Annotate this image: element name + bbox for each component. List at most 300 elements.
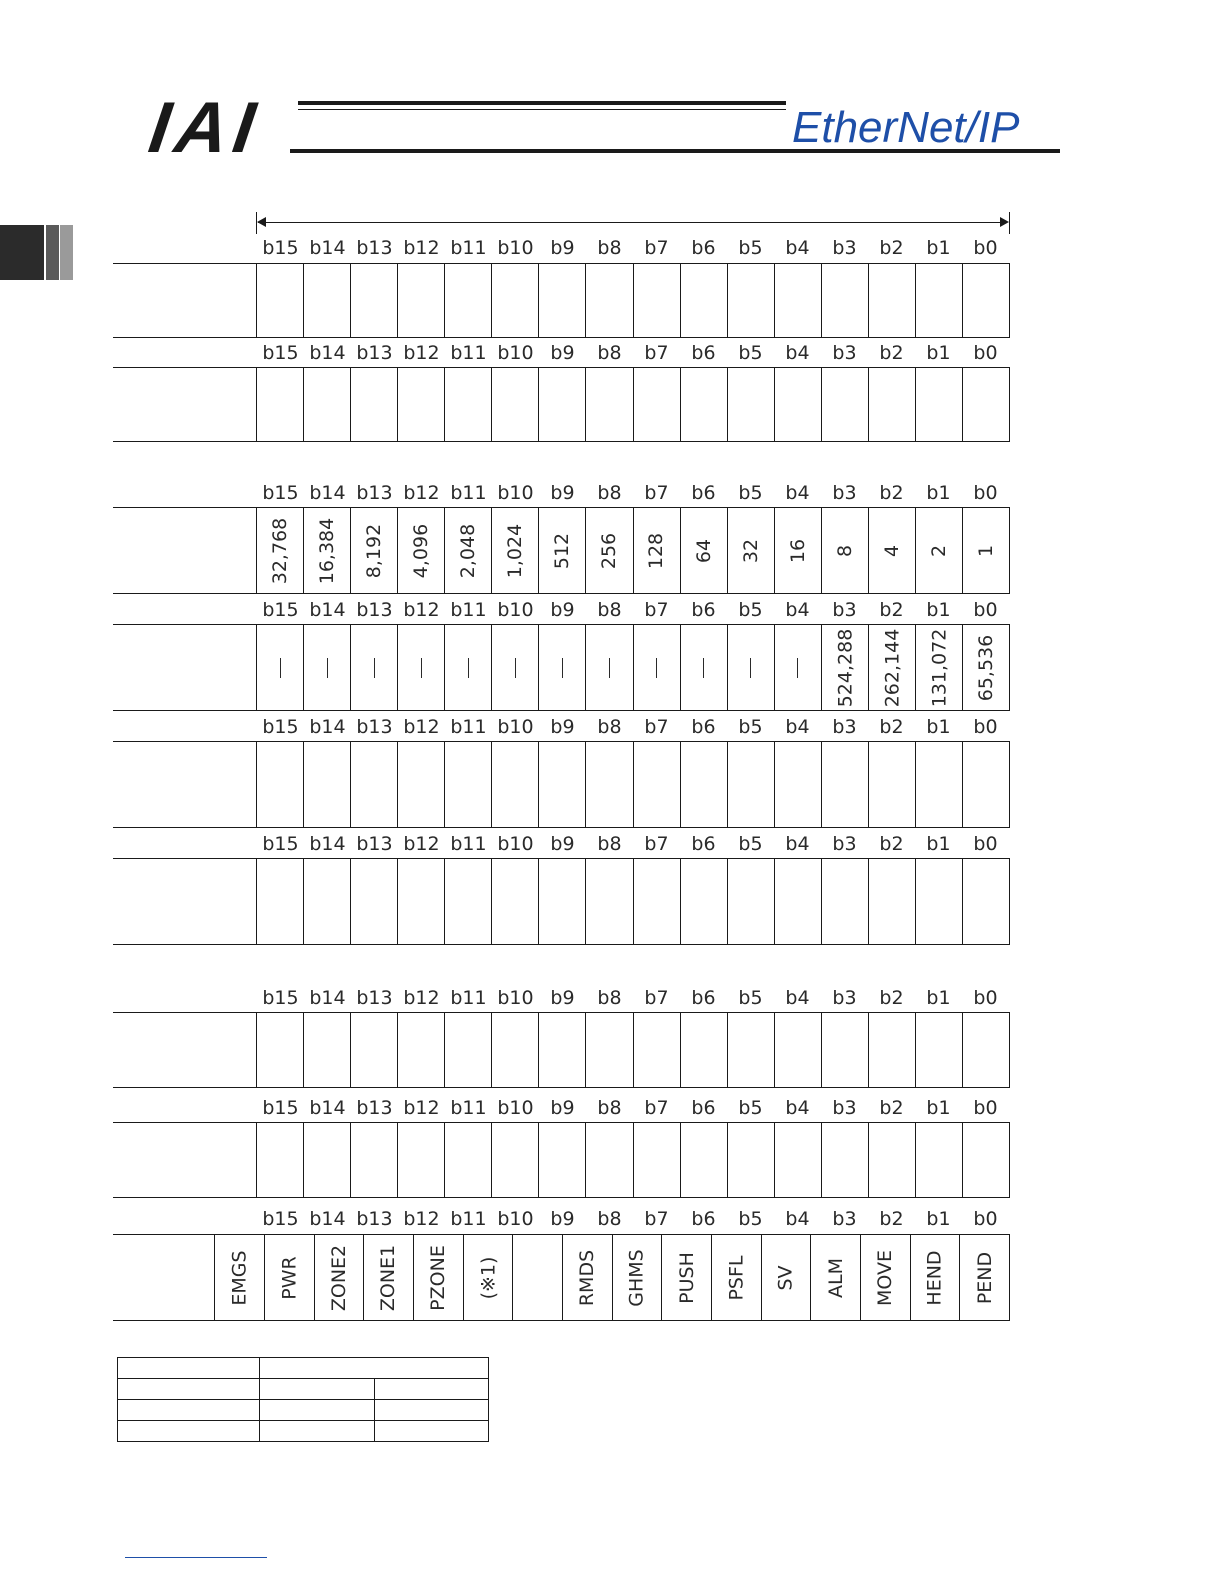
bit-label-b5: b5 bbox=[738, 482, 763, 504]
bit-label-b0: b0 bbox=[973, 237, 998, 259]
register-row bbox=[113, 263, 1010, 338]
bit-cell-b14 bbox=[303, 859, 350, 944]
bit-cell-b11 bbox=[444, 1013, 491, 1087]
unused-bit-dash bbox=[515, 658, 516, 678]
bit-cell-b7 bbox=[633, 368, 680, 441]
bit-cell-b1 bbox=[915, 859, 962, 944]
arrow-tick bbox=[1009, 212, 1010, 234]
bit-header bbox=[257, 715, 1009, 739]
bit-label-b2: b2 bbox=[879, 987, 904, 1009]
bit-label-b8: b8 bbox=[597, 833, 622, 855]
bit-label-b0: b0 bbox=[973, 716, 998, 738]
bit-cell-b4 bbox=[774, 1123, 821, 1197]
bit-cell-b0 bbox=[962, 742, 1009, 827]
bit-cell-b8 bbox=[585, 742, 632, 827]
bit-label-b2: b2 bbox=[879, 1208, 904, 1230]
bit-cell-b6 bbox=[680, 264, 727, 337]
bit-value: ALM bbox=[824, 1257, 847, 1298]
bit-cell-b11 bbox=[444, 1123, 491, 1197]
bit-cell-b12 bbox=[397, 508, 444, 593]
bit-label-b9: b9 bbox=[550, 237, 575, 259]
register-row bbox=[113, 741, 1010, 828]
bit-label-b12: b12 bbox=[403, 599, 440, 621]
bit-cell-b2 bbox=[868, 1123, 915, 1197]
register-label-cell bbox=[113, 1122, 256, 1198]
bit-cell-b5 bbox=[727, 1123, 774, 1197]
bit-value: PEND bbox=[973, 1251, 996, 1304]
bit-cell-b9 bbox=[538, 508, 585, 593]
bit-cell-b7 bbox=[633, 508, 680, 593]
bit-cell-b12 bbox=[397, 1013, 444, 1087]
bit-cell-b0 bbox=[959, 1235, 1009, 1320]
bit-cell-b7 bbox=[633, 1123, 680, 1197]
bit-label-b9: b9 bbox=[550, 1097, 575, 1119]
bit-cell-b15 bbox=[257, 508, 303, 593]
bit-cell-b14 bbox=[303, 368, 350, 441]
bit-label-b7: b7 bbox=[644, 1208, 669, 1230]
bit-cell-b11 bbox=[444, 859, 491, 944]
bit-cell-b14 bbox=[303, 742, 350, 827]
bit-label-b12: b12 bbox=[403, 716, 440, 738]
ethernet-ip-logo: EtherNet/IP bbox=[792, 103, 1020, 152]
bit-label-b1: b1 bbox=[926, 237, 951, 259]
bit-cell-b15 bbox=[257, 1013, 303, 1087]
bit-label-b0: b0 bbox=[973, 599, 998, 621]
chapter-tab-stripe bbox=[46, 225, 59, 280]
bit-cell-b8 bbox=[585, 859, 632, 944]
legend-cell bbox=[260, 1421, 375, 1442]
bit-label-b8: b8 bbox=[597, 342, 622, 364]
bit-label-b1: b1 bbox=[926, 1097, 951, 1119]
bit-label-b4: b4 bbox=[785, 987, 810, 1009]
bit-cell-b13 bbox=[350, 264, 397, 337]
bit-cell-b12 bbox=[397, 742, 444, 827]
bit-cell-b10 bbox=[491, 508, 538, 593]
bit-label-b3: b3 bbox=[832, 342, 857, 364]
bit-label-b3: b3 bbox=[832, 833, 857, 855]
unused-bit-dash bbox=[562, 658, 563, 678]
unused-bit-dash bbox=[750, 658, 751, 678]
bit-label-b3: b3 bbox=[832, 1097, 857, 1119]
bit-header bbox=[257, 832, 1009, 856]
bit-cell-b4 bbox=[774, 508, 821, 593]
bit-cell-b1 bbox=[915, 264, 962, 337]
bit-header bbox=[257, 1096, 1009, 1120]
bit-cell-b5 bbox=[727, 508, 774, 593]
bit-label-b7: b7 bbox=[644, 716, 669, 738]
bit-cell-b4 bbox=[774, 368, 821, 441]
bit-label-b4: b4 bbox=[785, 833, 810, 855]
legend-cell bbox=[118, 1400, 260, 1421]
bit-cell-b4 bbox=[774, 264, 821, 337]
bit-cell-b14 bbox=[303, 1013, 350, 1087]
chapter-tab bbox=[0, 225, 44, 280]
bit-cell-b0 bbox=[962, 508, 1009, 593]
bit-label-b14: b14 bbox=[309, 833, 346, 855]
bit-label-b6: b6 bbox=[691, 1097, 716, 1119]
bit-cell-b2 bbox=[868, 742, 915, 827]
bit-value: 32 bbox=[739, 538, 762, 563]
bit-label-b12: b12 bbox=[403, 1097, 440, 1119]
bit-label-b8: b8 bbox=[597, 1208, 622, 1230]
bit-header bbox=[257, 598, 1009, 622]
legend-cell bbox=[118, 1421, 260, 1442]
unused-bit-dash bbox=[703, 658, 704, 678]
bit-cell-b13 bbox=[350, 1123, 397, 1197]
bit-label-b12: b12 bbox=[403, 482, 440, 504]
bit-cell-b8 bbox=[585, 508, 632, 593]
bit-label-b0: b0 bbox=[973, 482, 998, 504]
bit-value: 524,288 bbox=[833, 628, 856, 707]
bit-label-b8: b8 bbox=[597, 1097, 622, 1119]
bit-cell-b2 bbox=[868, 508, 915, 593]
bit-label-b14: b14 bbox=[309, 342, 346, 364]
bit-value: 16 bbox=[786, 538, 809, 563]
register-label-cell bbox=[113, 741, 256, 828]
legend-cell bbox=[375, 1379, 489, 1400]
bit-value: 131,072 bbox=[927, 628, 950, 707]
bit-cell-b8 bbox=[585, 368, 632, 441]
bit-cell-b6 bbox=[680, 859, 727, 944]
bit-cell-b12 bbox=[397, 264, 444, 337]
bit-value: 65,536 bbox=[974, 634, 997, 701]
bit-value: PWR bbox=[278, 1255, 301, 1300]
bit-label-b12: b12 bbox=[403, 987, 440, 1009]
register-row bbox=[113, 1122, 1010, 1198]
iai-logo: IAI bbox=[144, 88, 266, 168]
bit-label-b3: b3 bbox=[832, 987, 857, 1009]
bit-value: SV bbox=[774, 1264, 797, 1291]
bit-label-b4: b4 bbox=[785, 482, 810, 504]
legend-cell bbox=[118, 1379, 260, 1400]
bit-label-b0: b0 bbox=[973, 342, 998, 364]
bit-label-b11: b11 bbox=[450, 716, 487, 738]
bit-cell-b1 bbox=[915, 508, 962, 593]
bit-header bbox=[257, 986, 1009, 1010]
bit-cell-b3 bbox=[821, 742, 868, 827]
bit-label-b9: b9 bbox=[550, 482, 575, 504]
bit-cell-b2 bbox=[868, 1013, 915, 1087]
bit-cell-b11 bbox=[444, 625, 491, 710]
bit-value: 262,144 bbox=[880, 628, 903, 707]
bit-cell-b7 bbox=[633, 1013, 680, 1087]
bit-cell-b15 bbox=[257, 742, 303, 827]
bit-label-b4: b4 bbox=[785, 1208, 810, 1230]
bit-label-b15: b15 bbox=[262, 987, 299, 1009]
bit-cell-b12 bbox=[397, 368, 444, 441]
bit-cell-b9 bbox=[512, 1235, 562, 1320]
bit-cell-b11 bbox=[413, 1235, 463, 1320]
bit-cell-b0 bbox=[962, 1123, 1009, 1197]
legend-cell bbox=[375, 1400, 489, 1421]
bit-label-b11: b11 bbox=[450, 599, 487, 621]
unused-bit-dash bbox=[374, 658, 375, 678]
bit-cell-b11 bbox=[444, 368, 491, 441]
legend-cell bbox=[260, 1379, 375, 1400]
bit-cell-b9 bbox=[538, 264, 585, 337]
bit-cell-b8 bbox=[562, 1235, 612, 1320]
bit-label-b3: b3 bbox=[832, 237, 857, 259]
bit-cell-b10 bbox=[491, 264, 538, 337]
bit-label-b10: b10 bbox=[497, 237, 534, 259]
bit-cell-b10 bbox=[491, 625, 538, 710]
bit-cell-b15 bbox=[215, 1235, 264, 1320]
bit-cell-b3 bbox=[821, 1013, 868, 1087]
bit-cell-b12 bbox=[397, 859, 444, 944]
bit-cell-b3 bbox=[821, 508, 868, 593]
bit-label-b1: b1 bbox=[926, 342, 951, 364]
bit-cell-b3 bbox=[821, 1123, 868, 1197]
bit-cell-b12 bbox=[363, 1235, 413, 1320]
arrow-head-left-icon bbox=[257, 217, 266, 227]
bit-cell-b4 bbox=[774, 1013, 821, 1087]
bit-cell-b5 bbox=[727, 264, 774, 337]
bit-label-b5: b5 bbox=[738, 987, 763, 1009]
bit-cell-b8 bbox=[585, 625, 632, 710]
unused-bit-dash bbox=[656, 658, 657, 678]
bit-label-b13: b13 bbox=[356, 342, 393, 364]
bit-label-b15: b15 bbox=[262, 833, 299, 855]
bit-value: 2 bbox=[927, 544, 950, 557]
bit-cell-b3 bbox=[821, 368, 868, 441]
bit-cell-b9 bbox=[538, 742, 585, 827]
bit-value: 8 bbox=[833, 544, 856, 557]
bit-label-b11: b11 bbox=[450, 833, 487, 855]
bit-label-b15: b15 bbox=[262, 237, 299, 259]
bit-label-b6: b6 bbox=[691, 342, 716, 364]
bit-cell-b11 bbox=[444, 742, 491, 827]
legend-cell bbox=[375, 1421, 489, 1442]
bit-label-b12: b12 bbox=[403, 237, 440, 259]
bit-label-b14: b14 bbox=[309, 1097, 346, 1119]
bit-cell-b11 bbox=[444, 508, 491, 593]
register-label-cell bbox=[113, 367, 256, 442]
bit-cell-b1 bbox=[915, 1123, 962, 1197]
bit-cell-b1 bbox=[915, 625, 962, 710]
bit-label-b15: b15 bbox=[262, 716, 299, 738]
bit-label-b15: b15 bbox=[262, 342, 299, 364]
bit-cell-b3 bbox=[821, 859, 868, 944]
bit-header bbox=[257, 341, 1009, 365]
register-row bbox=[113, 1012, 1010, 1088]
bit-label-b1: b1 bbox=[926, 599, 951, 621]
bit-cell-b5 bbox=[711, 1235, 761, 1320]
register-row bbox=[113, 624, 1010, 711]
bit-cell-b14 bbox=[303, 508, 350, 593]
bit-label-b1: b1 bbox=[926, 1208, 951, 1230]
bit-label-b13: b13 bbox=[356, 1097, 393, 1119]
bit-label-b5: b5 bbox=[738, 1208, 763, 1230]
span-arrow bbox=[258, 222, 1006, 223]
bit-label-b6: b6 bbox=[691, 482, 716, 504]
register-label-cell bbox=[113, 263, 256, 338]
bit-label-b9: b9 bbox=[550, 599, 575, 621]
bit-label-b3: b3 bbox=[832, 482, 857, 504]
bit-cell-b3 bbox=[810, 1235, 860, 1320]
bit-label-b10: b10 bbox=[497, 1097, 534, 1119]
register-label-cell bbox=[113, 858, 256, 945]
bit-cell-b0 bbox=[962, 368, 1009, 441]
bit-label-b6: b6 bbox=[691, 716, 716, 738]
bit-cell-b5 bbox=[727, 859, 774, 944]
bit-cell-b1 bbox=[910, 1235, 960, 1320]
bit-cell-b6 bbox=[680, 368, 727, 441]
bit-label-b10: b10 bbox=[497, 833, 534, 855]
unused-bit-dash bbox=[797, 658, 798, 678]
unused-bit-dash bbox=[468, 658, 469, 678]
bit-cell-b2 bbox=[868, 368, 915, 441]
bit-label-b1: b1 bbox=[926, 987, 951, 1009]
bit-cell-b1 bbox=[915, 1013, 962, 1087]
bit-cell-b13 bbox=[350, 508, 397, 593]
bit-value: PUSH bbox=[675, 1251, 698, 1304]
bit-cell-b14 bbox=[303, 625, 350, 710]
bit-label-b2: b2 bbox=[879, 599, 904, 621]
bit-label-b14: b14 bbox=[309, 716, 346, 738]
bit-label-b13: b13 bbox=[356, 1208, 393, 1230]
bit-cell-b13 bbox=[350, 625, 397, 710]
bit-label-b2: b2 bbox=[879, 237, 904, 259]
bit-cell-b6 bbox=[680, 508, 727, 593]
bit-label-b11: b11 bbox=[450, 1208, 487, 1230]
bit-label-b14: b14 bbox=[309, 1208, 346, 1230]
bit-label-b2: b2 bbox=[879, 716, 904, 738]
legend-cell bbox=[118, 1358, 260, 1379]
bit-label-b4: b4 bbox=[785, 1097, 810, 1119]
bit-value: 1 bbox=[974, 544, 997, 557]
unused-bit-dash bbox=[609, 658, 610, 678]
bit-cell-b15 bbox=[257, 264, 303, 337]
bit-label-b10: b10 bbox=[497, 1208, 534, 1230]
bit-label-b6: b6 bbox=[691, 987, 716, 1009]
bit-cell-b10 bbox=[491, 742, 538, 827]
bit-label-b9: b9 bbox=[550, 342, 575, 364]
bit-cell-b10 bbox=[491, 1123, 538, 1197]
legend-cell bbox=[260, 1400, 375, 1421]
header-rule bbox=[298, 109, 786, 110]
bit-label-b9: b9 bbox=[550, 833, 575, 855]
bit-label-b1: b1 bbox=[926, 833, 951, 855]
bit-label-b2: b2 bbox=[879, 833, 904, 855]
bit-label-b15: b15 bbox=[262, 482, 299, 504]
bit-value: 8,192 bbox=[363, 523, 386, 578]
bit-value: 4 bbox=[880, 544, 903, 557]
bit-label-b6: b6 bbox=[691, 599, 716, 621]
bit-label-b13: b13 bbox=[356, 599, 393, 621]
bit-cell-b13 bbox=[350, 742, 397, 827]
bit-label-b5: b5 bbox=[738, 342, 763, 364]
bit-label-b7: b7 bbox=[644, 987, 669, 1009]
bit-label-b11: b11 bbox=[450, 342, 487, 364]
bit-cell-b15 bbox=[257, 368, 303, 441]
arrow-head-right-icon bbox=[1000, 217, 1009, 227]
bit-cell-b6 bbox=[680, 742, 727, 827]
register-row bbox=[113, 1234, 1010, 1321]
bit-label-b15: b15 bbox=[262, 1097, 299, 1119]
bit-cell-b4 bbox=[761, 1235, 811, 1320]
bit-label-b12: b12 bbox=[403, 833, 440, 855]
bit-label-b11: b11 bbox=[450, 482, 487, 504]
header-rule bbox=[298, 101, 786, 105]
bit-cell-b15 bbox=[257, 1123, 303, 1197]
register-label-cell bbox=[113, 1012, 256, 1088]
bit-cell-b14 bbox=[303, 264, 350, 337]
bit-label-b2: b2 bbox=[879, 342, 904, 364]
unused-bit-dash bbox=[280, 658, 281, 678]
bit-label-b13: b13 bbox=[356, 482, 393, 504]
bit-label-b5: b5 bbox=[738, 1097, 763, 1119]
bit-label-b9: b9 bbox=[550, 1208, 575, 1230]
bit-cell-b14 bbox=[264, 1235, 314, 1320]
bit-label-b10: b10 bbox=[497, 599, 534, 621]
bit-cell-b0 bbox=[962, 625, 1009, 710]
bit-cell-b10 bbox=[491, 368, 538, 441]
bit-cell-b7 bbox=[633, 742, 680, 827]
bit-cell-b5 bbox=[727, 625, 774, 710]
bit-value: PZONE bbox=[427, 1244, 450, 1311]
bit-label-b8: b8 bbox=[597, 716, 622, 738]
register-label-cell bbox=[113, 624, 256, 711]
bit-label-b12: b12 bbox=[403, 1208, 440, 1230]
bit-label-b12: b12 bbox=[403, 342, 440, 364]
bit-cell-b13 bbox=[350, 859, 397, 944]
bit-label-b4: b4 bbox=[785, 599, 810, 621]
legend-cell bbox=[260, 1358, 489, 1379]
bit-label-b10: b10 bbox=[497, 482, 534, 504]
bit-label-b15: b15 bbox=[262, 1208, 299, 1230]
bit-label-b7: b7 bbox=[644, 1097, 669, 1119]
bit-cell-b6 bbox=[680, 1013, 727, 1087]
bit-cell-b13 bbox=[350, 1013, 397, 1087]
bit-cell-b3 bbox=[821, 264, 868, 337]
bit-label-b6: b6 bbox=[691, 237, 716, 259]
bit-cell-b9 bbox=[538, 1123, 585, 1197]
register-row bbox=[113, 367, 1010, 442]
bit-cell-b5 bbox=[727, 368, 774, 441]
bit-label-b3: b3 bbox=[832, 1208, 857, 1230]
bit-label-b8: b8 bbox=[597, 482, 622, 504]
bit-label-b14: b14 bbox=[309, 987, 346, 1009]
bit-cell-b9 bbox=[538, 859, 585, 944]
bit-cell-b7 bbox=[612, 1235, 662, 1320]
bit-label-b10: b10 bbox=[497, 987, 534, 1009]
bit-label-b3: b3 bbox=[832, 599, 857, 621]
bit-label-b11: b11 bbox=[450, 1097, 487, 1119]
bit-label-b7: b7 bbox=[644, 237, 669, 259]
unused-bit-dash bbox=[421, 658, 422, 678]
bit-cell-b0 bbox=[962, 1013, 1009, 1087]
bit-cell-b12 bbox=[397, 1123, 444, 1197]
bit-label-b14: b14 bbox=[309, 482, 346, 504]
bit-cell-b6 bbox=[680, 625, 727, 710]
bit-cell-b13 bbox=[314, 1235, 364, 1320]
bit-label-b8: b8 bbox=[597, 987, 622, 1009]
bit-label-b7: b7 bbox=[644, 482, 669, 504]
bit-label-b5: b5 bbox=[738, 237, 763, 259]
bit-label-b3: b3 bbox=[832, 716, 857, 738]
bit-label-b8: b8 bbox=[597, 237, 622, 259]
bit-label-b13: b13 bbox=[356, 716, 393, 738]
bit-cell-b2 bbox=[860, 1235, 910, 1320]
bit-cell-b10 bbox=[463, 1235, 513, 1320]
chapter-tab-stripe bbox=[60, 225, 73, 280]
bit-value: EMGS bbox=[228, 1249, 251, 1306]
bit-cell-b8 bbox=[585, 264, 632, 337]
bit-cell-b0 bbox=[962, 264, 1009, 337]
legend-table bbox=[117, 1357, 489, 1442]
bit-value: HEND bbox=[923, 1249, 946, 1306]
bit-label-b6: b6 bbox=[691, 1208, 716, 1230]
